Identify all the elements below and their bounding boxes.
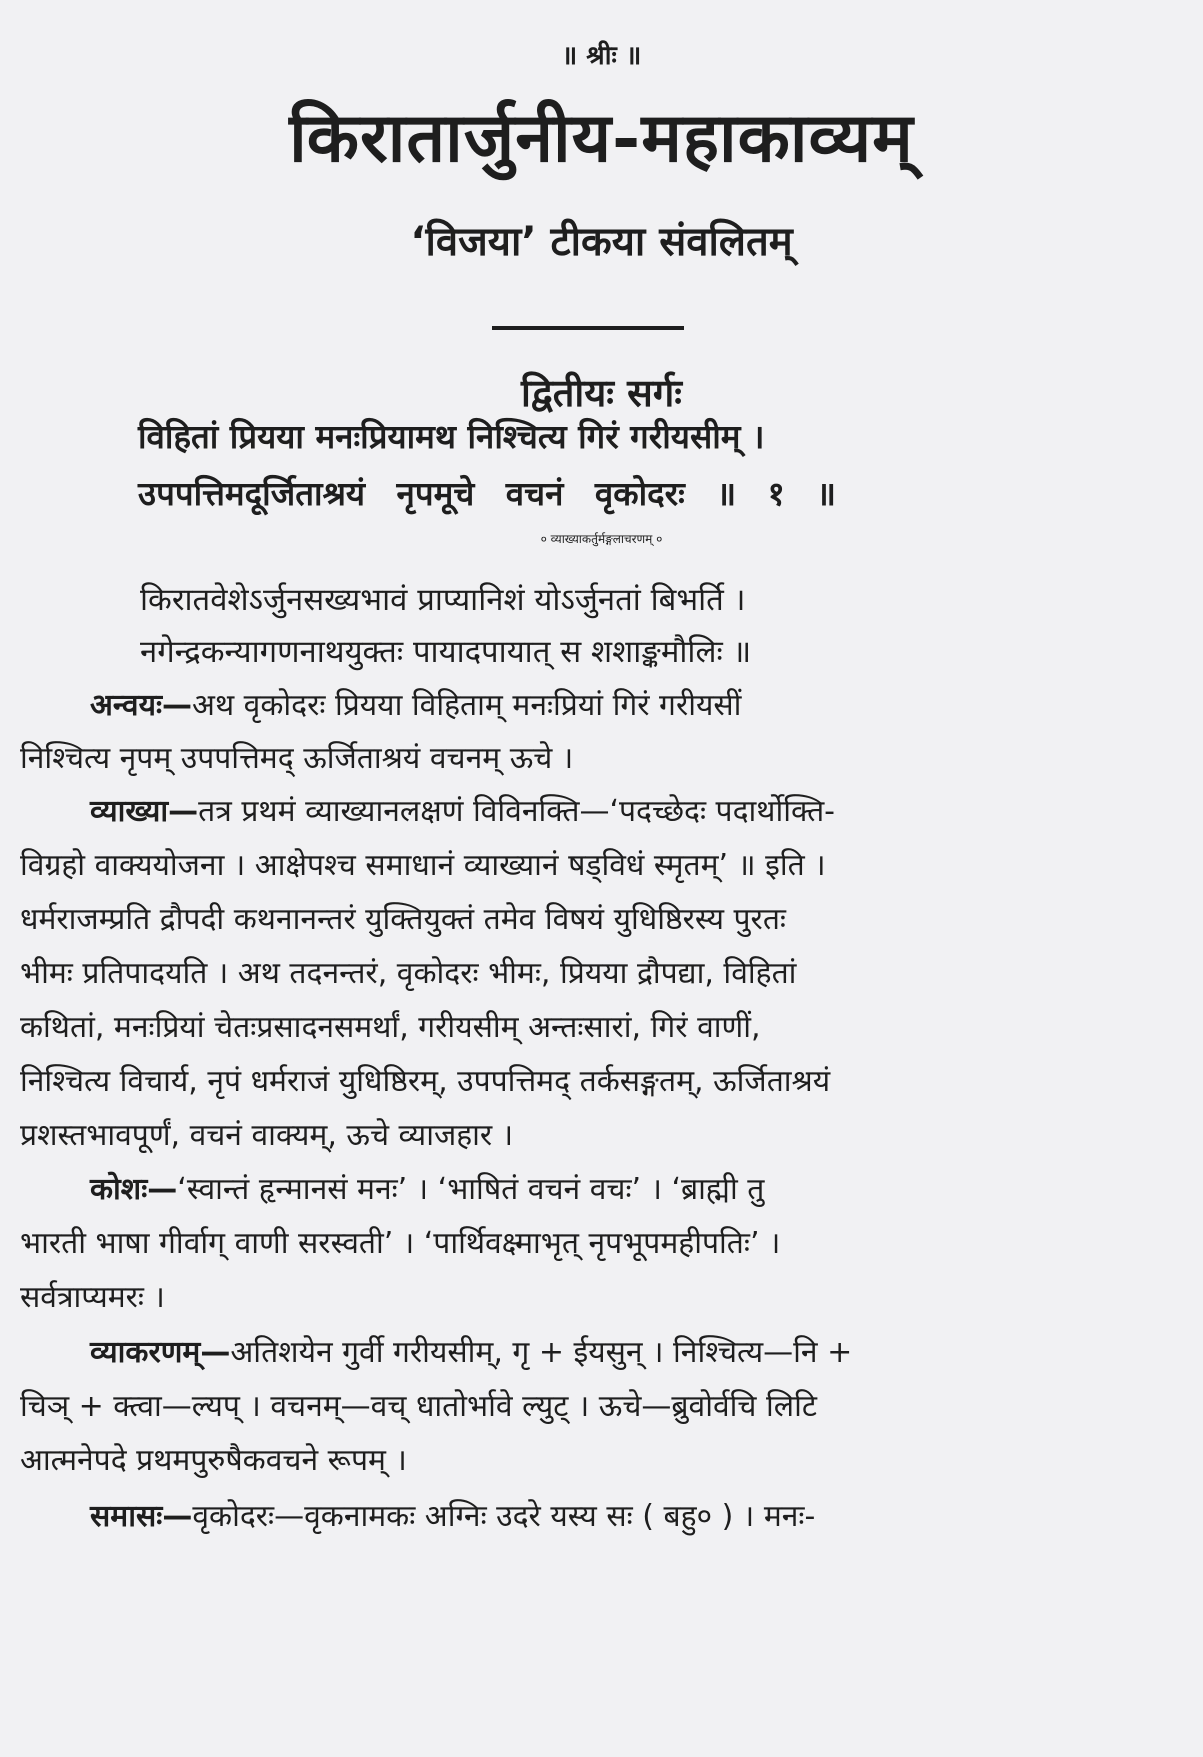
canto-heading: द्वितीयः सर्गः: [521, 371, 682, 415]
vyakarana-line-1: [90, 1330, 852, 1371]
verse-line-2: उपपत्तिमदूर्जिताश्रयं नृपमूचे वचनं वृकोदरः ॥ १ ॥: [138, 474, 836, 513]
mangala-line-1: किरातवेशेऽर्जुनसख्यभावं प्राप्यानिशं योऽर्जुनतां बिभर्ति ।: [140, 582, 746, 618]
anvaya-line-2: निश्चित्य नृपम् उपपत्तिमद् ऊर्जिताश्रयं वचनम् ऊचे ।: [20, 741, 574, 776]
vyakhya-line-6: निश्चित्य विचार्य, नृपं धर्मराजं युधिष्ठिरम्, उपपत्तिमद् तर्कसङ्गतम्, ऊर्जिताश्रयं: [20, 1064, 831, 1099]
vyakarana-text-1: अतिशयेन गुर्वी गरीयसीम्, गृ + ईयसुन् । निश्चित्य—नि +: [230, 1335, 853, 1370]
kosha-text-1: ‘स्वान्तं हृन्मानसं मनः’ । ‘भाषितं वचनं वचः’ । ‘ब्राह्मी तु: [177, 1172, 765, 1207]
invocation: ॥ श्रीः ॥: [561, 41, 642, 71]
vyakhya-line-5: कथितां, मनःप्रियां चेतःप्रसादनसमर्थां, गरीयसीम् अन्तःसारां, गिरं वाणीं,: [20, 1010, 761, 1045]
kosha-line-3: सर्वत्राप्यमरः ।: [20, 1280, 165, 1315]
anvaya-label: अन्वयः—: [90, 688, 193, 723]
vyakhya-line-3: धर्मराजम्प्रति द्रौपदी कथनानन्तरं युक्तियुक्तं तमेव विषयं युधिष्ठिरस्य पुरतः: [20, 902, 786, 937]
vyakarana-line-2: चिञ् + क्त्वा—ल्यप् । वचनम्—वच् धातोर्भावे ल्युट् । ऊचे—ब्रुवोर्वचि लिटि: [20, 1389, 818, 1424]
book-subtitle: ‘विजया’ टीकया संवलितम्: [410, 219, 793, 265]
vyakhya-text-1: तत्र प्रथमं व्याख्यानलक्षणं विविनक्ति—‘पदच्छेदः पदार्थोक्ति-: [198, 794, 836, 829]
book-title: किरातार्जुनीय-महाकाव्यम्: [289, 98, 914, 178]
anvaya-text-1: अथ वृकोदरः प्रियया विहिताम् मनःप्रियां गिरं गरीयसीं: [192, 688, 742, 723]
vyakarana-label: व्याकरणम्—: [90, 1335, 231, 1370]
verse-line-1: विहितां प्रियया मनःप्रियामथ निश्चित्य गिरं गरीयसीम् ।: [138, 417, 765, 456]
mangala-line-2: नगेन्द्रकन्यागणनाथयुक्तः पायादपायात् स शशाङ्कमौलिः ॥: [140, 634, 752, 670]
kosha-line-1: [90, 1167, 764, 1208]
vyakhya-line-1: [90, 789, 835, 830]
samasa-text-1: वृकोदरः—वृकनामकः अग्निः उदरे यस्य सः ( बहु० ) । मनः-: [192, 1499, 816, 1534]
vyakhya-line-2: विग्रहो वाक्ययोजना । आक्षेपश्च समाधानं व्याख्यानं षड्विधं स्मृतम्’ ॥ इति ।: [20, 848, 826, 883]
anvaya-line-1: [90, 683, 741, 724]
samasa-line-1: [90, 1494, 815, 1535]
vyakhya-line-4: भीमः प्रतिपादयति । अथ तदनन्तरं, वृकोदरः भीमः, प्रियया द्रौपद्या, विहितां: [20, 956, 797, 991]
vyakarana-line-3: आत्मनेपदे प्रथमपुरुषैकवचने रूपम् ।: [20, 1443, 407, 1478]
kosha-label: कोशः—: [90, 1172, 178, 1207]
vyakhya-label: व्याख्या—: [90, 794, 199, 829]
divider-rule: [492, 326, 684, 330]
mangala-heading: ० व्याख्याकर्तुर्मङ्गलाचरणम् ०: [540, 532, 663, 546]
vyakhya-line-7: प्रशस्तभावपूर्णं, वचनं वाक्यम्, ऊचे व्याजहार ।: [20, 1118, 514, 1153]
samasa-label: समासः—: [90, 1499, 193, 1534]
kosha-line-2: भारती भाषा गीर्वाग् वाणी सरस्वती’ । ‘पार्थिवक्ष्माभृत् नृपभूपमहीपतिः’ ।: [20, 1226, 781, 1261]
